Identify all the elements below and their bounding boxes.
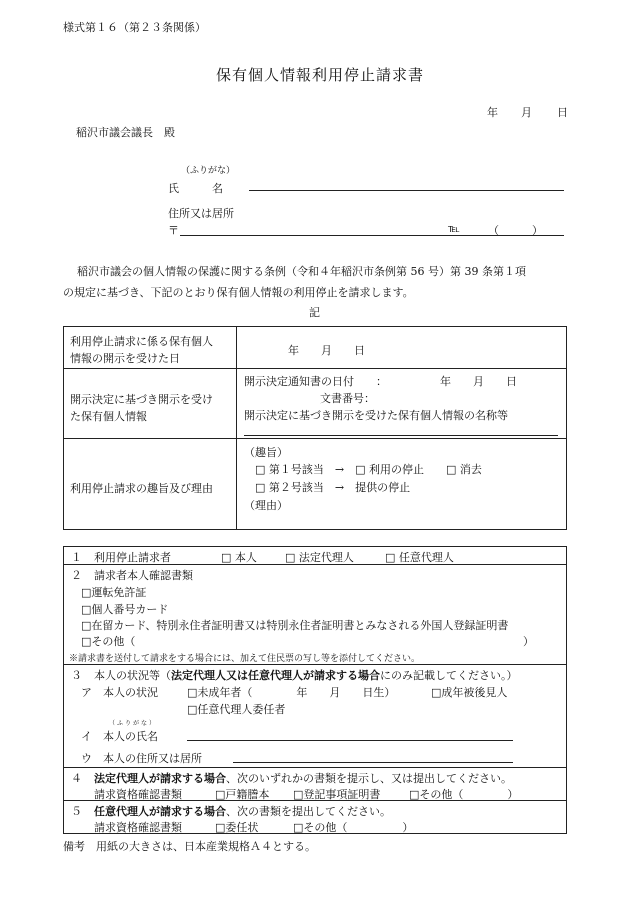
date-month: 月 xyxy=(521,106,532,119)
row2-label-2: た保有個人情報 xyxy=(70,410,147,423)
postal-mark: 〒 xyxy=(168,224,179,237)
notice-date-field[interactable]: 年 月 日 xyxy=(440,375,517,388)
adult-ward-checkbox[interactable]: □成年被後見人 xyxy=(431,686,508,699)
s3-a-label: ア 本人の状況 xyxy=(81,686,158,699)
s4-other-checkbox[interactable]: □その他（ ） xyxy=(409,788,519,801)
tel-icon: ℡ xyxy=(448,222,460,235)
id-mynumber-card-checkbox[interactable]: □個人番号カード xyxy=(81,603,169,616)
page-title: 保有個人情報利用停止請求書 xyxy=(216,66,425,84)
requester-voluntary-agent-checkbox[interactable]: □ 任意代理人 xyxy=(385,551,454,564)
s3-furigana: （ふりがな） xyxy=(109,720,158,727)
info-name-label: 開示決定に基づき開示を受けた保有個人情報の名称等 xyxy=(244,409,508,422)
reason-label: （理由） xyxy=(244,499,288,512)
furigana-label: （ふりがな） xyxy=(181,166,236,176)
s4-num: ４ xyxy=(71,772,82,785)
s2-note: ※請求書を送付して請求をする場合には、加えて住民票の写し等を添付してください。 xyxy=(69,654,421,664)
family-register-checkbox[interactable]: □戸籍謄本 xyxy=(215,788,270,801)
s1-label: 利用停止請求者 xyxy=(94,551,171,564)
row3-label: 利用停止請求の趣旨及び理由 xyxy=(70,482,213,495)
date-year: 年 xyxy=(487,106,498,119)
s3-u-label: ウ 本人の住所又は居所 xyxy=(81,752,202,765)
footnote: 備考 用紙の大きさは、日本産業規格Ａ４とする。 xyxy=(63,840,316,853)
s1-num: １ xyxy=(71,551,82,564)
clause1-options[interactable]: □ 第１号該当 → □ 利用の停止 □ 消去 xyxy=(255,463,482,476)
body-line-2: の規定に基づき、下記のとおり保有個人情報の利用停止を請求します。 xyxy=(63,286,414,299)
s3-i-label: イ 本人の氏名 xyxy=(81,730,158,743)
date-day: 日 xyxy=(557,106,568,119)
info-name-field[interactable] xyxy=(244,435,558,436)
purpose-label: （趣旨） xyxy=(244,446,288,459)
document-number-label: 文書番号： xyxy=(320,392,375,405)
principal-name-field[interactable] xyxy=(187,740,513,741)
s5-label: 任意代理人が請求する場合、次の書類を提出してください。 xyxy=(94,805,391,818)
id-drivers-license-checkbox[interactable]: □運転免許証 xyxy=(81,586,147,599)
clause2-options[interactable]: □ 第２号該当 → 提供の停止 xyxy=(255,481,411,494)
requester-legal-agent-checkbox[interactable]: □ 法定代理人 xyxy=(285,551,354,564)
form-number: 様式第１６（第２３条関係） xyxy=(63,21,206,34)
row1-label-1: 利用停止請求に係る保有個人 xyxy=(70,335,213,348)
s2-num: ２ xyxy=(71,569,82,582)
power-of-attorney-checkbox[interactable]: □委任状 xyxy=(215,821,259,834)
row1-label-2: 情報の開示を受けた日 xyxy=(70,352,180,365)
s5-doc-label: 請求資格確認書類 xyxy=(94,821,182,834)
s4-label: 法定代理人が請求する場合、次のいずれかの書類を提示し、又は提出してください。 xyxy=(94,772,512,785)
s5-other-checkbox[interactable]: □その他（ ） xyxy=(293,821,414,834)
s5-num: ５ xyxy=(71,805,82,818)
minor-checkbox[interactable]: □未成年者（ 年 月 日生） xyxy=(187,686,396,699)
s2-label: 請求者本人確認書類 xyxy=(94,569,193,582)
addressee: 稲沢市議会議長 殿 xyxy=(76,126,175,139)
requester-self-checkbox[interactable]: □ 本人 xyxy=(221,551,257,564)
id-other-close: ） xyxy=(523,635,534,648)
s4-doc-label: 請求資格確認書類 xyxy=(94,788,182,801)
ki-label: 記 xyxy=(309,306,320,319)
id-other-checkbox[interactable]: □その他（ xyxy=(81,635,136,648)
principal-address-field[interactable] xyxy=(233,762,513,763)
s3-label: 本人の状況等（法定代理人又は任意代理人が請求する場合にのみ記載してください。） xyxy=(94,669,518,682)
delegator-checkbox[interactable]: □任意代理人委任者 xyxy=(187,703,286,716)
name-field[interactable] xyxy=(249,190,564,191)
registry-certificate-checkbox[interactable]: □登記事項証明書 xyxy=(293,788,381,801)
address-label: 住所又は居所 xyxy=(168,207,234,220)
tel-paren: （ ） xyxy=(488,224,543,237)
name-label: 氏 名 xyxy=(168,182,223,195)
row2-label-1: 開示決定に基づき開示を受け xyxy=(70,393,213,406)
disclosure-date-field[interactable]: 年 月 日 xyxy=(288,344,365,357)
body-line-1: 稲沢市議会の個人情報の保護に関する条例（令和４年稲沢市条例第 56 号）第 39 条第１項 xyxy=(77,265,526,278)
id-residence-card-checkbox[interactable]: □在留カード、特別永住者証明書又は特別永住者証明書とみなされる外国人登録証明書 xyxy=(81,619,509,632)
notice-date-label: 開示決定通知書の日付 ： xyxy=(244,375,387,388)
s3-num: ３ xyxy=(71,669,82,682)
